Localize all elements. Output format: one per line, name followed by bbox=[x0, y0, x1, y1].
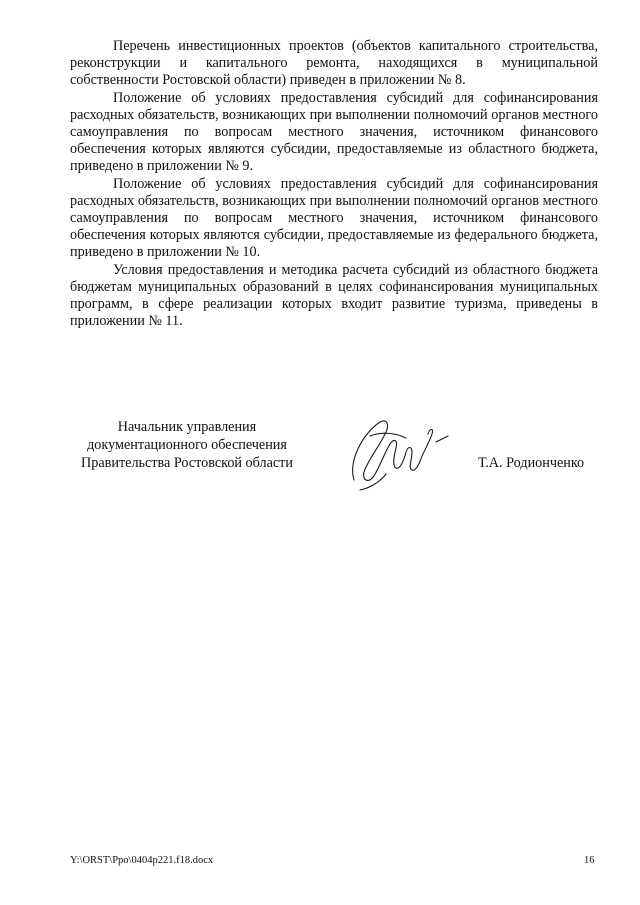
position-line: документационного обеспечения bbox=[87, 437, 287, 453]
position-line: Начальник управления bbox=[117, 419, 257, 435]
signatory-position bbox=[64, 418, 310, 472]
page-number: 16 bbox=[584, 855, 595, 866]
paragraph-investment-projects: Перечень инвестиционных проектов (объектов капитального строительства, реконструкции и капитального ремонта, находящихся в муниципальной собственности Ростовской области) приведен в приложении № 8. bbox=[70, 38, 598, 89]
signer-name: Т.А. Родионченко bbox=[478, 455, 585, 471]
paragraph-tourism-subsidies: Условия предоставления и методика расчета субсидий из областного бюджета бюджетам муниципальных образований в целях софинансирования муниципальных программ, в сфере реализации которых входит развитие туризма, приведены в приложении № 11. bbox=[70, 261, 598, 330]
paragraph-regional-subsidies: Положение об условиях предоставления субсидий для софинансирования расходных обязательств, возникающих при выполнении полномочий органов местного самоуправления по вопросам местного значения, источником финансового обеспечения которых являются субсидии, предоставляемые из областного бюджета, приведено в приложении № 9. bbox=[70, 89, 598, 175]
handwritten-signature bbox=[340, 410, 452, 496]
position-line: Правительства Ростовской области bbox=[81, 455, 293, 471]
paragraph-federal-subsidies: Положение об условиях предоставления субсидий для софинансирования расходных обязательств, возникающих при выполнении полномочий органов местного самоуправления по вопросам местного значения, источником финансового обеспечения которых являются субсидии, предоставляемые из федерального бюджета, приведено в приложении № 10. bbox=[70, 175, 598, 261]
footer-file-path: Y:\ORST\Ppo\0404p221.f18.docx bbox=[70, 855, 214, 866]
document-body bbox=[70, 38, 598, 330]
